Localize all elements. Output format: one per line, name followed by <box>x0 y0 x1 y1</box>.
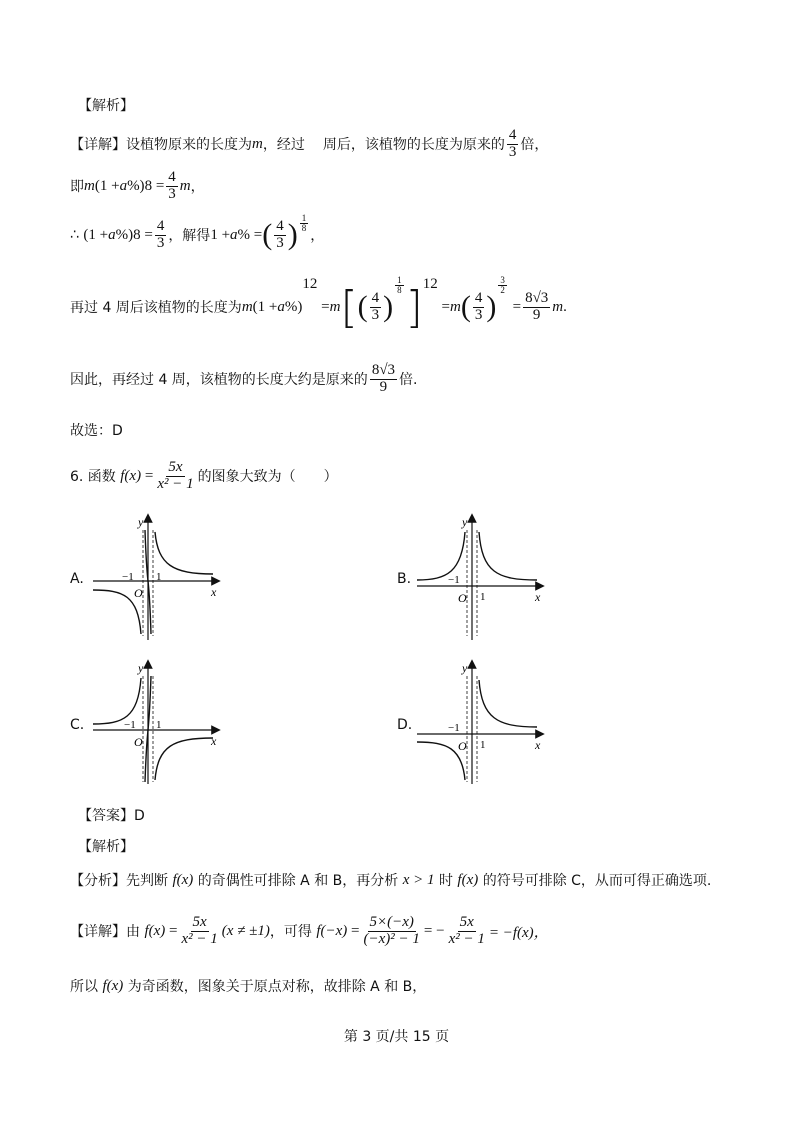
option-d-label: D. <box>397 717 413 733</box>
analysis-heading-2: 【解析】 <box>78 839 134 855</box>
option-a-label: A. <box>70 571 84 587</box>
fraction-4-3: $\frac{4}{3}$ <box>508 126 517 160</box>
svg-text:x: x <box>211 734 217 748</box>
svg-text:1: 1 <box>480 739 486 751</box>
svg-text:O: O <box>458 739 467 753</box>
graph-option-d <box>412 658 552 788</box>
tick-neg1: −1 <box>122 571 134 583</box>
analysis-heading: 【解析】 <box>78 98 134 114</box>
detail-line-2: 即 m (1 + a %) 8 = $\frac{4}{3}$ m ， <box>70 168 205 202</box>
choice-line: 故选：D <box>70 423 123 439</box>
graph-option-c <box>88 658 228 788</box>
option-b-label: B. <box>397 571 412 587</box>
svg-text:−1: −1 <box>448 574 460 586</box>
detail-line-4: 再过 4 周后该植物的长度为 m (1 + a %) 12 = m [ ( $\frac{4}{3}$ ) $\frac{1}{8}$ ] 12 = m ( $\frac{4}{3}$ ) $\frac{3}{2}$ = $\frac{8√3}{9}$ m . <box>70 275 567 333</box>
fenxi-line: 【分析】 先判断 f(x) 的奇偶性可排除 A 和 B，再分析 x > 1 时 f(x) 的符号可排除 C，从而可得正确选项. <box>70 871 712 889</box>
question-6: 6. 函数 f(x) = $\frac{5x}{\text{x² − 1}}$ 的图象大致为（ ） <box>70 458 338 492</box>
svg-text:1: 1 <box>156 719 162 731</box>
detail-label: 【详解】 <box>70 137 126 153</box>
svg-text:y: y <box>462 515 468 529</box>
graph-option-a <box>88 510 228 644</box>
svg-text:O: O <box>134 735 143 749</box>
graph-option-b <box>412 510 552 644</box>
conclusion-line: 所以 f(x) 为奇函数，图象关于原点对称，故排除 A 和 B， <box>70 977 427 995</box>
svg-text:y: y <box>462 661 468 675</box>
origin-label: O <box>134 586 143 600</box>
svg-text:−1: −1 <box>124 719 136 731</box>
y-axis-label: y <box>138 515 144 529</box>
x-axis-label: x <box>211 585 217 599</box>
svg-text:x: x <box>535 738 541 752</box>
svg-text:x: x <box>535 590 541 604</box>
svg-text:y: y <box>138 661 144 675</box>
answer-value: D <box>134 808 145 824</box>
option-c-label: C. <box>70 717 85 733</box>
detail-line-5: 因此，再经过 4 周，该植物的长度大约是原来的 $\frac{8√3}{9}$ 倍. <box>70 361 418 395</box>
detail-line-3: ∴ (1 + a %) 8 = $\frac{4}{3}$ ，解得 1 + a % = ( $\frac{4}{3}$ ) $\frac{1}{8}$ ， <box>70 213 325 251</box>
answer-line: 【答案】D <box>78 808 145 824</box>
tick-1: 1 <box>156 571 162 583</box>
page-footer: 第 3 页/共 15 页 <box>343 1029 450 1045</box>
svg-text:O: O <box>458 591 467 605</box>
question-fraction: $\frac{5x}{\text{x² − 1}}$ <box>157 458 194 492</box>
svg-text:1: 1 <box>480 591 486 603</box>
detail-line-1: 【详解】 设植物原来的长度为 m ，经过 周后，该植物的长度为原来的 $\frac{4}{3}$ 倍， <box>70 126 549 160</box>
fraction-8r3-9: $\frac{8√3}{9}$ <box>371 361 396 395</box>
svg-text:−1: −1 <box>448 722 460 734</box>
detail2-line: 【详解】 由 f(x) = $\frac{5x}{\text{x² − 1}}$ (x ≠ ±1) ，可得 f(−x) = $\frac{5\times(-x)}{\text{(−x)² − 1}}$ = − $\frac{5x}{\text{x² − 1}}$ = −f(x)， <box>70 913 549 947</box>
